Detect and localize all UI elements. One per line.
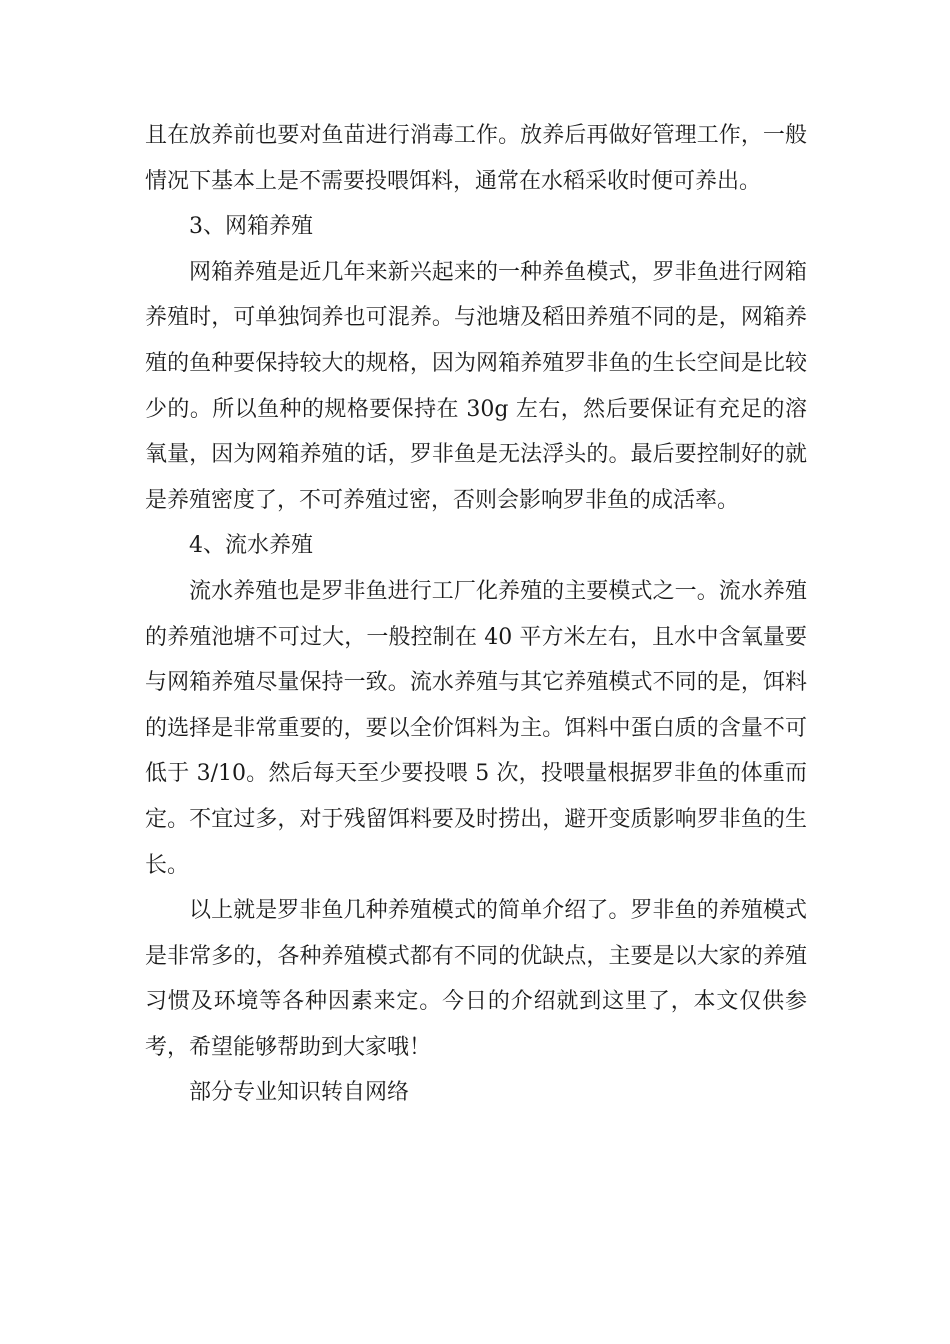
source-note: 部分专业知识转自网络 (189, 1080, 410, 1106)
paragraph-cage-culture: 网箱养殖是近几年来新兴起来的一种养鱼模式，罗非鱼进行网箱养殖时，可单独饲养也可混养。与池塘及稻田养殖不同的是，网箱养殖的鱼种要保持较大的规格，因为网箱养殖罗非鱼的生长空间是比较少的。所以鱼种的规格要保持在 30g 左右，然后要保证有充足的溶氧量，因为网箱养殖的话，罗非鱼是无法浮头的。最后要控制好的就是养殖密度了，不可养殖过密，否则会影响罗非鱼的成活率。 (145, 259, 807, 513)
document-body (145, 113, 807, 1116)
paragraph-continued: 且在放养前也要对鱼苗进行消毒工作。放养后再做好管理工作，一般情况下基本上是不需要投喂饵料，通常在水稻采收时便可养出。 (145, 123, 807, 194)
section-heading-cage-culture: 3、网箱养殖 (189, 214, 313, 240)
section-heading-flowing-water-culture: 4、流水养殖 (189, 533, 313, 559)
paragraph-conclusion: 以上就是罗非鱼几种养殖模式的简单介绍了。罗非鱼的养殖模式是非常多的，各种养殖模式都有不同的优缺点，主要是以大家的养殖习惯及环境等各种因素来定。今日的介绍就到这里了，本文仅供参考，希望能够帮助到大家哦！ (145, 898, 807, 1060)
paragraph-flowing-water-culture: 流水养殖也是罗非鱼进行工厂化养殖的主要模式之一。流水养殖的养殖池塘不可过大，一般控制在 40 平方米左右，且水中含氧量要与网箱养殖尽量保持一致。流水养殖与其它养殖模式不同的是，饵料的选择是非常重要的，要以全价饵料为主。饵料中蛋白质的含量不可低于 3/10。然后每天至少要投喂 5 次，投喂量根据罗非鱼的体重而定。不宜过多，对于残留饵料要及时捞出，避开变质影响罗非鱼的生长。 (145, 578, 807, 878)
